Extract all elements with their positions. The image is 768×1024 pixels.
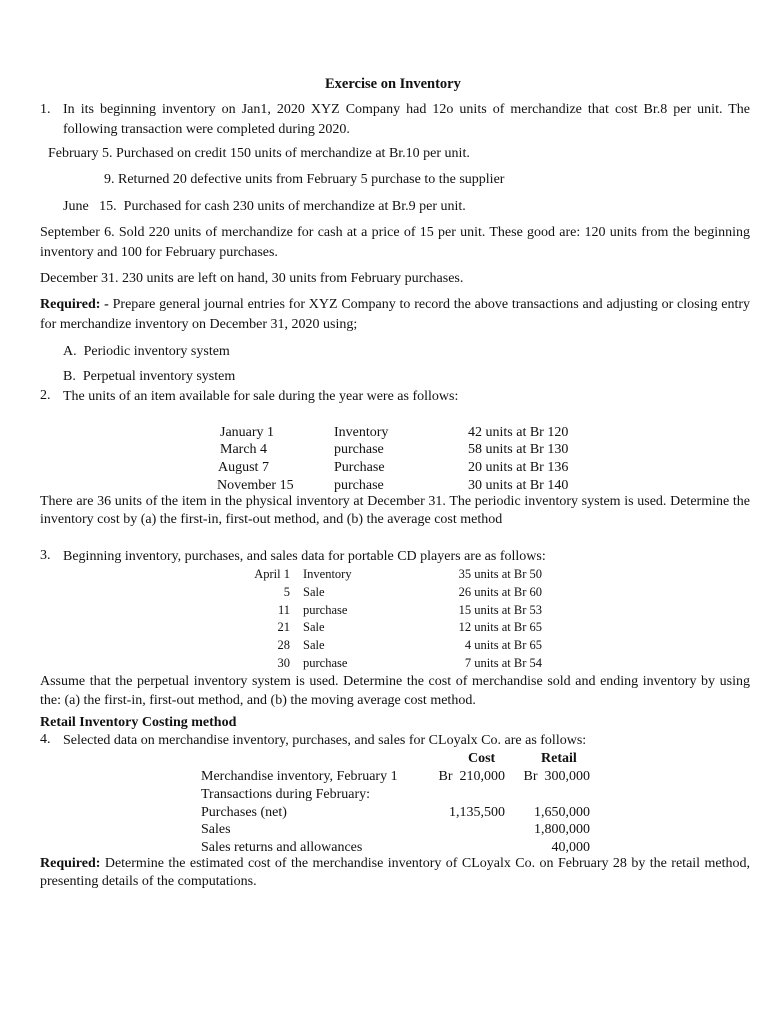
exercise-3-number: 3. (40, 548, 51, 563)
exercise-2-intro: The units of an item available for sale during the year were as follows: (63, 389, 459, 404)
exercise-1-dec31: December 31. 230 units are left on hand, 30 units from February purchases. (40, 271, 464, 286)
required-text: Prepare general journal entries for XYZ Company to record the above transactions and adjusting or closing entry for merchandize inventory on December 31, 2020 using; (40, 297, 750, 332)
retail-heading: Retail Inventory Costing method (40, 715, 237, 730)
row-date: 11 (277, 603, 290, 617)
row-type: Sale (303, 585, 325, 599)
row-type: purchase (303, 656, 348, 670)
row-retail: 1,650,000 (534, 805, 590, 820)
row-units: 30 units at Br 140 (468, 478, 569, 493)
exercise-1-option-a: A. Periodic inventory system (63, 344, 230, 359)
row-units: 35 units at Br 50 (458, 567, 542, 581)
row-label: Transactions during February: (201, 787, 371, 802)
exercise-1-intro: In its beginning inventory on Jan1, 2020 XYZ Company had 12o units of merchandize that cost Br.8 per unit. The following transaction were completed during 2020. (63, 102, 750, 137)
exercise-3-question: Assume that the perpetual inventory system is used. Determine the cost of merchandise sold and ending inventory by using the: (a) the first-in, first-out method, and (b) the moving average cost method. (40, 674, 750, 708)
row-label: Purchases (net) (201, 805, 287, 820)
row-label: Sales returns and allowances (201, 840, 363, 855)
row-type: Inventory (303, 567, 352, 581)
page-title: Exercise on Inventory (325, 76, 461, 92)
row-date: 21 (277, 620, 290, 634)
row-retail: 40,000 (551, 840, 590, 855)
row-units: 7 units at Br 54 (464, 656, 542, 670)
row-type: purchase (334, 478, 384, 493)
required-text: Determine the estimated cost of the merchandise inventory of CLoyalx Co. on February 28 by the retail method, presenting details of the computations. (40, 856, 750, 889)
exercise-4-intro: Selected data on merchandise inventory, purchases, and sales for CLoyalx Co. are as follows: (63, 733, 587, 748)
exercise-4-number: 4. (40, 732, 51, 747)
exercise-2-question: There are 36 units of the item in the physical inventory at December 31. The periodic inventory system is used. Determine the inventory cost by (a) the first-in, first-out method, and (b) the average cost method (40, 494, 750, 527)
exercise-1-number: 1. (40, 102, 51, 117)
row-date: April 1 (254, 567, 290, 581)
col-cost-header: Cost (468, 751, 496, 766)
row-type: Purchase (334, 460, 385, 475)
row-units: 26 units at Br 60 (458, 585, 542, 599)
row-units: 12 units at Br 65 (458, 620, 542, 634)
required-label: Required: (40, 856, 101, 871)
row-cost: Br 210,000 (438, 769, 505, 784)
row-units: 58 units at Br 130 (468, 442, 569, 457)
row-type: Sale (303, 638, 325, 652)
exercise-1-feb9: 9. Returned 20 defective units from February 5 purchase to the supplier (104, 172, 505, 187)
row-units: 42 units at Br 120 (468, 425, 569, 440)
row-type: Sale (303, 620, 325, 634)
exercise-1-feb5: February 5. Purchased on credit 150 units of merchandize at Br.10 per unit. (48, 146, 470, 161)
row-units: 15 units at Br 53 (458, 603, 542, 617)
required-label: Required: - (40, 297, 109, 312)
row-retail: Br 300,000 (523, 769, 590, 784)
row-cost: 1,135,500 (449, 805, 505, 820)
col-retail-header: Retail (541, 751, 577, 766)
row-date: 28 (277, 638, 290, 652)
exercise-3-intro: Beginning inventory, purchases, and sales data for portable CD players are as follows: (63, 549, 546, 564)
exercise-1-sep6: September 6. Sold 220 units of merchandize for cash at a price of 15 per unit. These good are: 120 units from the beginning inventory and 100 for February purchases. (40, 225, 750, 260)
row-label: Sales (201, 822, 231, 837)
row-label: Merchandise inventory, February 1 (201, 769, 398, 784)
exercise-4-required (40, 855, 750, 891)
row-units: 20 units at Br 136 (468, 460, 569, 475)
exercise-1-required (40, 295, 750, 335)
row-type: purchase (303, 603, 348, 617)
row-date: March 4 (220, 442, 268, 457)
row-date: November 15 (217, 478, 294, 493)
row-type: Inventory (334, 425, 389, 440)
row-date: 5 (283, 585, 290, 599)
row-date: January 1 (220, 425, 275, 440)
row-date: 30 (277, 656, 290, 670)
exercise-1-jun15: June 15. Purchased for cash 230 units of merchandize at Br.9 per unit. (63, 199, 466, 214)
row-type: purchase (334, 442, 384, 457)
exercise-2-number: 2. (40, 388, 51, 403)
exercise-1-option-b: B. Perpetual inventory system (63, 369, 236, 384)
row-date: August 7 (218, 460, 269, 475)
row-units: 4 units at Br 65 (464, 638, 542, 652)
row-retail: 1,800,000 (534, 822, 590, 837)
